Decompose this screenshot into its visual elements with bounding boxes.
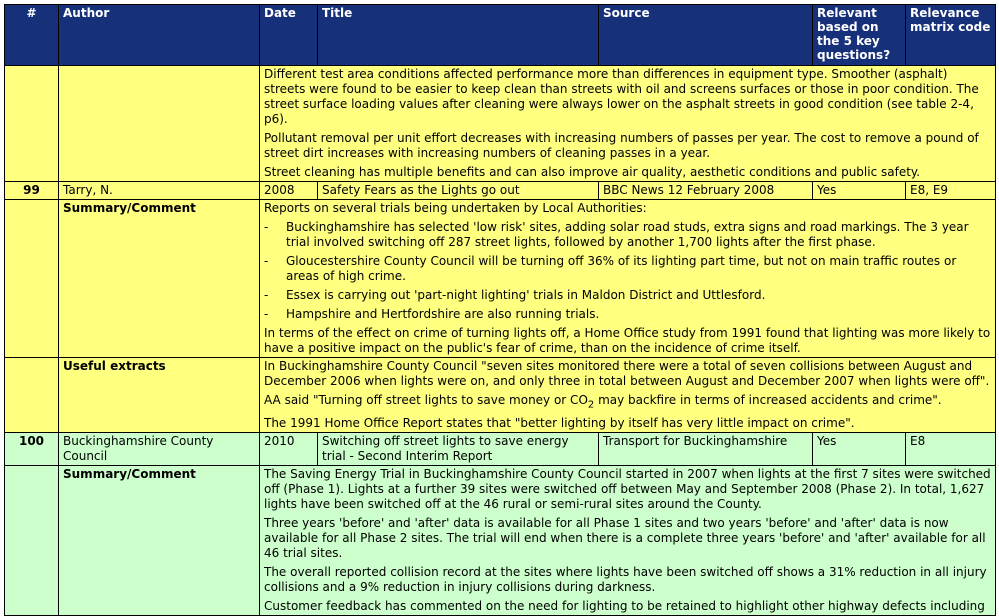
entry-title: Safety Fears as the Lights go out <box>318 182 599 200</box>
paragraph: Customer feedback has commented on the need for lighting to be retained to highlight other highway defects including <box>264 599 985 614</box>
table-row-entry-100 <box>5 433 996 466</box>
header-relevant: Relevant based on the 5 key questions? <box>813 5 906 66</box>
header-date: Date <box>260 5 318 66</box>
extracts-text <box>260 358 996 433</box>
entry-source: Transport for Buckinghamshire <box>599 433 813 466</box>
paragraph: Street cleaning has multiple benefits and can also improve air quality, aesthetic conditions and public safety. <box>264 165 921 179</box>
entry-99-summary-row <box>5 200 996 358</box>
summary-label: Summary/Comment <box>59 466 260 616</box>
entry-date: 2008 <box>260 182 318 200</box>
header-row <box>5 5 996 66</box>
entry-99-extracts-row <box>5 358 996 433</box>
header-source: Source <box>599 5 813 66</box>
entry-author: Buckinghamshire County Council <box>59 433 260 466</box>
table-row-entry-99 <box>5 182 996 200</box>
empty-cell <box>5 358 59 433</box>
list-item: - Hampshire and Hertfordshire are also running trials. <box>264 307 991 322</box>
empty-cell <box>5 200 59 358</box>
entry-matrix-code: E8, E9 <box>906 182 996 200</box>
literature-review-table <box>4 4 996 616</box>
header-title: Title <box>318 5 599 66</box>
entry-title: Switching off street lights to save energy trial - Second Interim Report <box>318 433 599 466</box>
empty-cell <box>5 66 59 182</box>
previous-entry-text <box>260 66 996 182</box>
empty-cell <box>5 466 59 616</box>
paragraph: In terms of the effect on crime of turning lights off, a Home Office study from 1991 found that lighting was more likely to have a positive impact on the public's fear of crime, than on the incidence of crime itself. <box>264 326 991 355</box>
entry-matrix-code: E8 <box>906 433 996 466</box>
entry-date: 2010 <box>260 433 318 466</box>
paragraph <box>264 393 991 412</box>
entry-number: 100 <box>5 433 59 466</box>
text-span: AA said "Turning off street lights to save money or CO <box>264 393 588 407</box>
entry-source: BBC News 12 February 2008 <box>599 182 813 200</box>
summary-text <box>260 200 996 358</box>
previous-entry-continuation <box>5 66 996 182</box>
list-item: - Gloucestershire County Council will be turning off 36% of its lighting part time, but not on main traffic routes or areas of high crime. <box>264 254 991 284</box>
entry-100-summary-row <box>5 466 996 616</box>
entry-number: 99 <box>5 182 59 200</box>
paragraph: In Buckinghamshire County Council "seven sites monitored there were a total of seven collisions between August and December 2006 when lights were on, and only three in total between August and December 2007 when lights were off". <box>264 359 990 388</box>
subscript: 2 <box>587 399 595 411</box>
list-item: - Essex is carrying out 'part-night lighting' trials in Maldon District and Uttlesford. <box>264 288 991 303</box>
header-author: Author <box>59 5 260 66</box>
paragraph: Three years 'before' and 'after' data is available for all Phase 1 sites and two years 'before' and 'after' data is now available for all Phase 2 sites. The trial will end when there is a complete three years 'before' and 'after' available for all 46 trial sites. <box>264 516 986 561</box>
summary-text <box>260 466 996 616</box>
bullet-list <box>264 220 991 322</box>
entry-author: Tarry, N. <box>59 182 260 200</box>
entry-relevant: Yes <box>813 433 906 466</box>
summary-label: Summary/Comment <box>59 200 260 358</box>
paragraph: Different test area conditions affected performance more than differences in equipment type. Smoother (asphalt) streets were found to be easier to keep clean than streets with oil and screens surfaces or those in poor condition. The street surface loading values after cleaning were always lower on the asphalt streets in good condition (see table 2-4, p6). <box>264 67 979 126</box>
header-number: # <box>5 5 59 66</box>
paragraph: The Saving Energy Trial in Buckinghamshire County Council started in 2007 when lights at the first 7 sites were switched off (Phase 1). Lights at a further 39 sites were switched off between May and September 2008 (Phase 2). In total, 1,627 lights have been switched off at the 46 rural or semi-rural sites around the County. <box>264 467 991 512</box>
paragraph: The 1991 Home Office Report states that "better lighting by itself has very little impact on crime". <box>264 416 855 431</box>
paragraph: Pollutant removal per unit effort decreases with increasing numbers of passes per year. The cost to remove a pound of street dirt increases with increasing numbers of cleaning passes in a year. <box>264 131 979 160</box>
entry-relevant: Yes <box>813 182 906 200</box>
empty-cell <box>59 66 260 182</box>
list-item: - Buckinghamshire has selected 'low risk' sites, adding solar road studs, extra signs and road markings. The 3 year trial involved switching off 287 street lights, followed by another 1,700 lights after the first phase. <box>264 220 991 250</box>
header-matrix-code: Relevance matrix code <box>906 5 996 66</box>
paragraph: The overall reported collision record at the sites where lights have been switched off shows a 31% reduction in all injury collisions and a 9% reduction in injury collisions during darkness. <box>264 565 987 595</box>
extracts-label: Useful extracts <box>59 358 260 433</box>
paragraph: Reports on several trials being undertaken by Local Authorities: <box>264 201 647 215</box>
text-span: may backfire in terms of increased accidents and crime". <box>594 393 942 407</box>
